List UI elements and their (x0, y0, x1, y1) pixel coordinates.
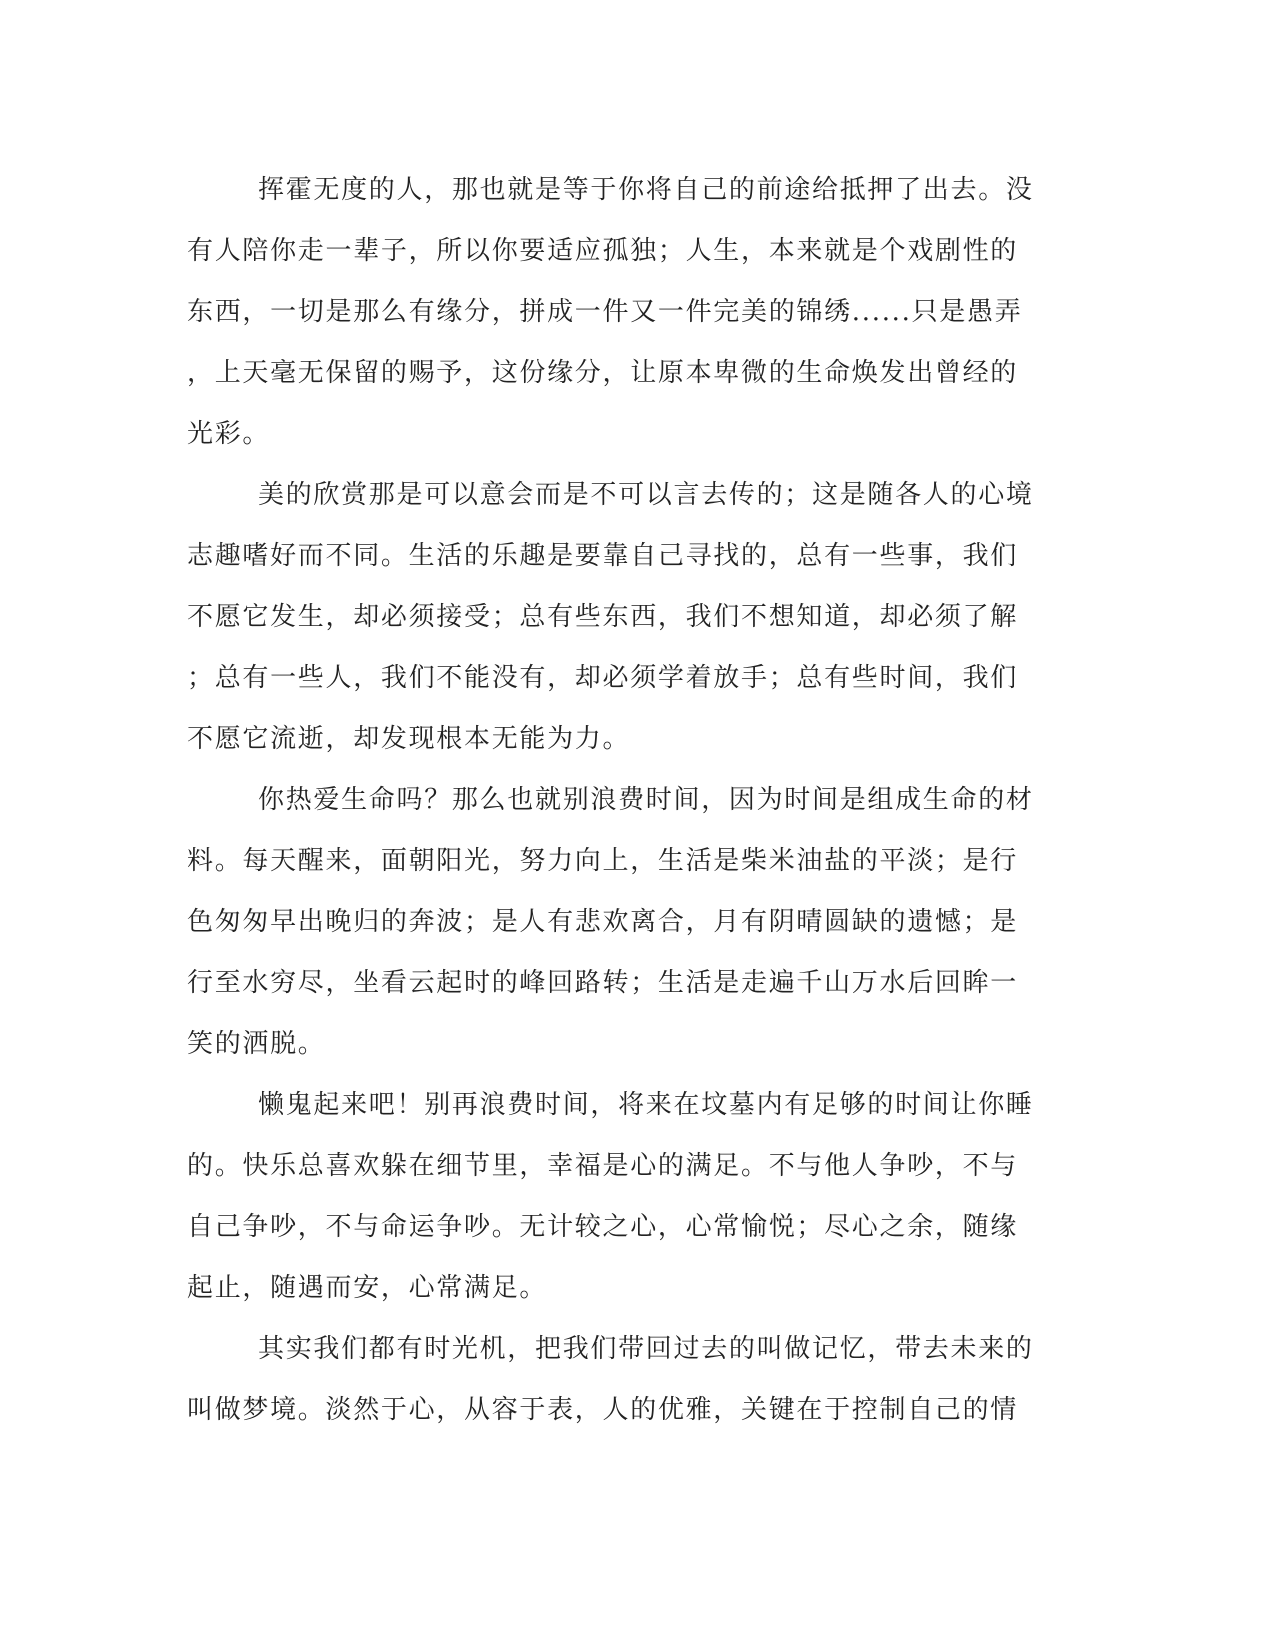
paragraph-3 (187, 770, 1077, 1075)
paragraph-5 (187, 1319, 1077, 1441)
text-line: 东西，一切是那么有缘分，拼成一件又一件完美的锦绣......只是愚弄 (187, 297, 1023, 327)
text-line: 叫做梦境。淡然于心，从容于表，人的优雅，关键在于控制自己的情 (187, 1395, 1019, 1425)
text-line: 不愿它流逝，却发现根本无能为力。 (187, 724, 631, 754)
paragraph-2 (187, 465, 1077, 770)
body-text (187, 160, 1077, 1441)
text-line: 你热爱生命吗？那么也就别浪费时间，因为时间是组成生命的材 (258, 785, 1034, 815)
text-line: 色匆匆早出晚归的奔波；是人有悲欢离合，月有阴晴圆缺的遗憾；是 (187, 907, 1019, 937)
text-line: 料。每天醒来，面朝阳光，努力向上，生活是柴米油盐的平淡；是行 (187, 846, 1019, 876)
text-line: ，上天毫无保留的赐予，这份缘分，让原本卑微的生命焕发出曾经的 (187, 358, 1019, 388)
text-line: 志趣嗜好而不同。生活的乐趣是要靠自己寻找的，总有一些事，我们 (187, 541, 1019, 571)
text-line: 光彩。 (187, 419, 271, 449)
text-line: 起止，随遇而安，心常满足。 (187, 1273, 548, 1303)
text-line: 懒鬼起来吧！别再浪费时间，将来在坟墓内有足够的时间让你睡 (258, 1090, 1034, 1120)
text-line: ；总有一些人，我们不能没有，却必须学着放手；总有些时间，我们 (187, 663, 1019, 693)
text-line: 不愿它发生，却必须接受；总有些东西，我们不想知道，却必须了解 (187, 602, 1019, 632)
text-line: 其实我们都有时光机，把我们带回过去的叫做记忆，带去未来的 (258, 1334, 1034, 1364)
paragraph-4 (187, 1075, 1077, 1319)
text-line: 行至水穷尽，坐看云起时的峰回路转；生活是走遍千山万水后回眸一 (187, 968, 1019, 998)
text-line: 的。快乐总喜欢躲在细节里，幸福是心的满足。不与他人争吵，不与 (187, 1151, 1019, 1181)
text-line: 美的欣赏那是可以意会而是不可以言去传的；这是随各人的心境 (258, 480, 1034, 510)
paragraph-1 (187, 160, 1077, 465)
text-line: 有人陪你走一辈子，所以你要适应孤独；人生，本来就是个戏剧性的 (187, 236, 1019, 266)
text-line: 自己争吵，不与命运争吵。无计较之心，心常愉悦；尽心之余，随缘 (187, 1212, 1019, 1242)
text-line: 挥霍无度的人，那也就是等于你将自己的前途给抵押了出去。没 (258, 175, 1034, 205)
text-line: 笑的洒脱。 (187, 1029, 326, 1059)
